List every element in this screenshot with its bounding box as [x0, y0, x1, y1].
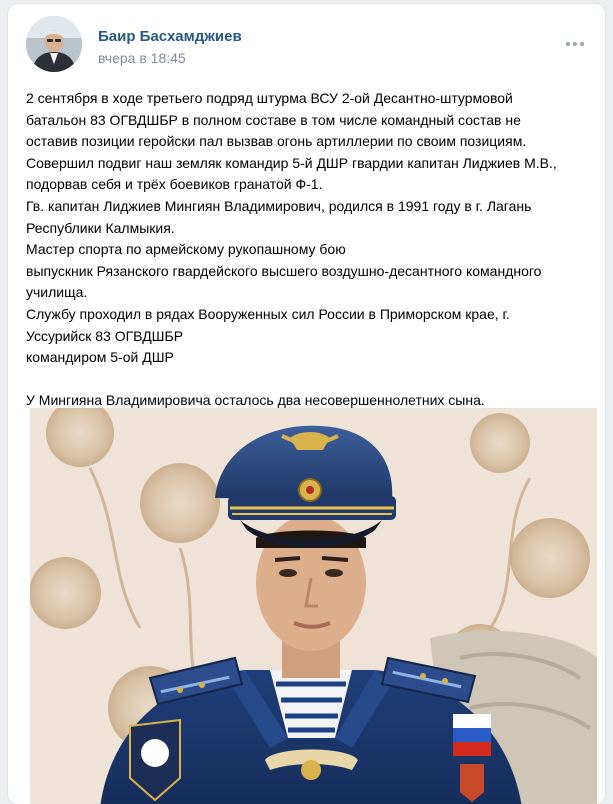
post-text-line: батальон 83 ОГВДШБР в полном составе в том числе командный состав не [26, 111, 521, 128]
post-text-line: Мастер спорта по армейскому рукопашному бою [26, 241, 346, 258]
post-author-name[interactable]: Баир Басхамджиев [98, 28, 242, 45]
post-header [26, 16, 593, 72]
post-text-line: оставив позиции геройски пал вызвав огонь артиллерии по своим позициям. [26, 133, 527, 150]
post-text-line: училища. [26, 284, 88, 301]
post-text-line: 2 сентября в ходе третьего подряд штурма ВСУ 2-ой Десантно-штурмовой [26, 90, 513, 106]
more-horizontal-icon[interactable] [563, 34, 587, 54]
post-text-line: Службу проходил в рядах Вооруженных сил России в Приморском крае, г. [26, 305, 510, 322]
post-text-line: выпускник Рязанского гвардейского высшего воздушно-десантного командного [26, 262, 542, 279]
post-timestamp[interactable]: вчера в 18:45 [98, 50, 186, 66]
post-card [8, 4, 605, 804]
post-text [26, 88, 594, 412]
post-text-line: Гв. капитан Лиджиев Мингиян Владимирович, родился в 1991 году в г. Лагань [26, 197, 532, 214]
post-text-line: У Мингияна Владимировича осталось два несовершеннолетних сына. [26, 392, 485, 409]
post-text-line: Республики Калмыкия. [26, 219, 175, 236]
avatar-photo [26, 16, 82, 72]
post-text-line: Совершил подвиг наш земляк командир 5-й ДШР гвардии капитан Лиджиев М.В., [26, 154, 557, 171]
post-text-line: подорвав себя и трёх боевиков гранатой Ф-1. [26, 176, 323, 193]
post-text-line [26, 369, 594, 391]
post-text-line: командиром 5-ой ДШР [26, 349, 174, 366]
post-photo[interactable] [30, 408, 597, 804]
author-avatar[interactable] [26, 16, 82, 72]
post-text-line: Уссурийск 83 ОГВДШБР [26, 327, 184, 344]
soldier-portrait-photo [30, 408, 597, 804]
